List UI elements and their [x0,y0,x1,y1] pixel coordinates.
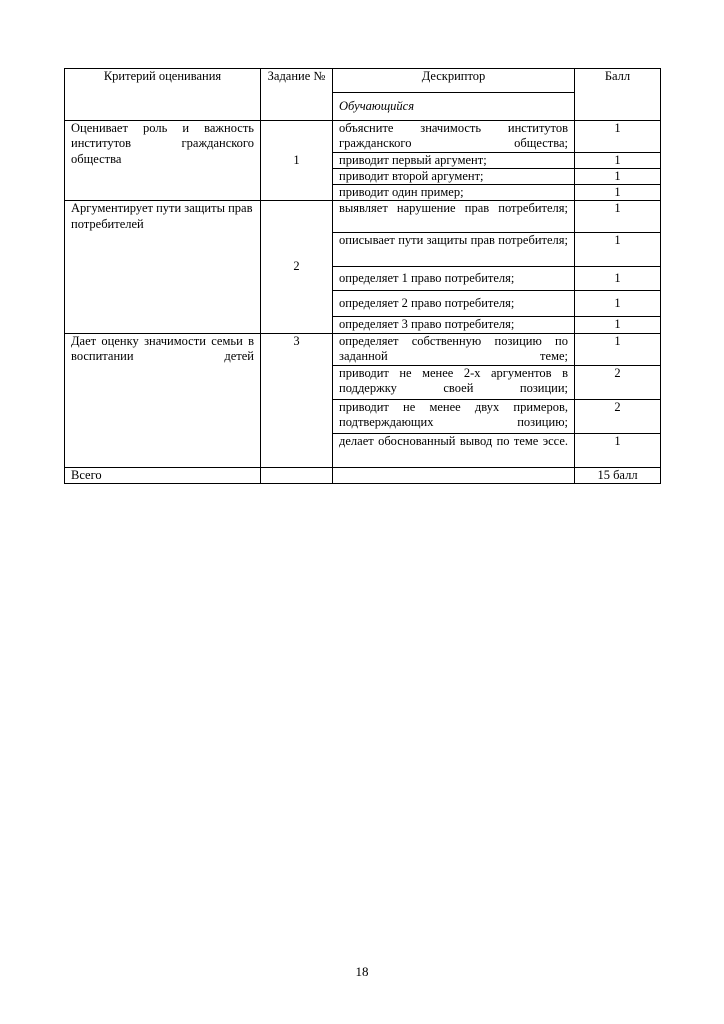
total-label: Всего [65,467,261,483]
descriptor-cell: делает обоснованный вывод по теме эссе. [333,433,575,467]
descriptor-cell: определяет 3 право потребителя; [333,317,575,333]
table-row [65,333,661,365]
empty-cell [333,467,575,483]
total-score: 15 балл [575,467,661,483]
table-row [65,121,661,153]
score-cell: 1 [575,333,661,365]
descriptor-cell: приводит второй аргумент; [333,168,575,184]
header-learner: Обучающийся [333,93,575,121]
descriptor-cell: приводит первый аргумент; [333,152,575,168]
score-cell: 1 [575,121,661,153]
score-cell: 1 [575,152,661,168]
score-cell: 1 [575,291,661,317]
descriptor-cell: описывает пути защиты прав потребителя; [333,233,575,267]
criterion-cell: Аргументирует пути защиты прав потребителей [65,201,261,333]
table-row [65,201,661,233]
header-row [65,69,661,93]
header-descriptor: Дескриптор [333,69,575,93]
score-cell: 1 [575,185,661,201]
score-cell: 1 [575,317,661,333]
page-number: 18 [355,964,369,979]
empty-cell [261,467,333,483]
descriptor-cell: определяет собственную позицию по заданной теме; [333,333,575,365]
score-cell: 2 [575,365,661,399]
criterion-cell: Дает оценку значимости семьи в воспитании детей [65,333,261,467]
total-row [65,467,661,483]
score-cell: 1 [575,233,661,267]
score-cell: 1 [575,201,661,233]
score-cell: 1 [575,168,661,184]
descriptor-cell: объясните значимость институтов гражданского общества; [333,121,575,153]
criterion-cell: Оценивает роль и важность институтов гражданского общества [65,121,261,201]
assessment-rubric-table [64,68,661,484]
header-score: Балл [575,69,661,121]
header-task: Задание № [261,69,333,121]
score-cell: 2 [575,399,661,433]
task-number-cell: 1 [261,121,333,201]
task-number-cell: 2 [261,201,333,333]
descriptor-cell: выявляет нарушение прав потребителя; [333,201,575,233]
descriptor-cell: определяет 2 право потребителя; [333,291,575,317]
descriptor-cell: приводит один пример; [333,185,575,201]
task-number-cell: 3 [261,333,333,467]
score-cell: 1 [575,433,661,467]
descriptor-cell: приводит не менее 2-х аргументов в поддержку своей позиции; [333,365,575,399]
header-criterion: Критерий оценивания [65,69,261,121]
descriptor-cell: приводит не менее двух примеров, подтверждающих позицию; [333,399,575,433]
descriptor-cell: определяет 1 право потребителя; [333,267,575,291]
score-cell: 1 [575,267,661,291]
